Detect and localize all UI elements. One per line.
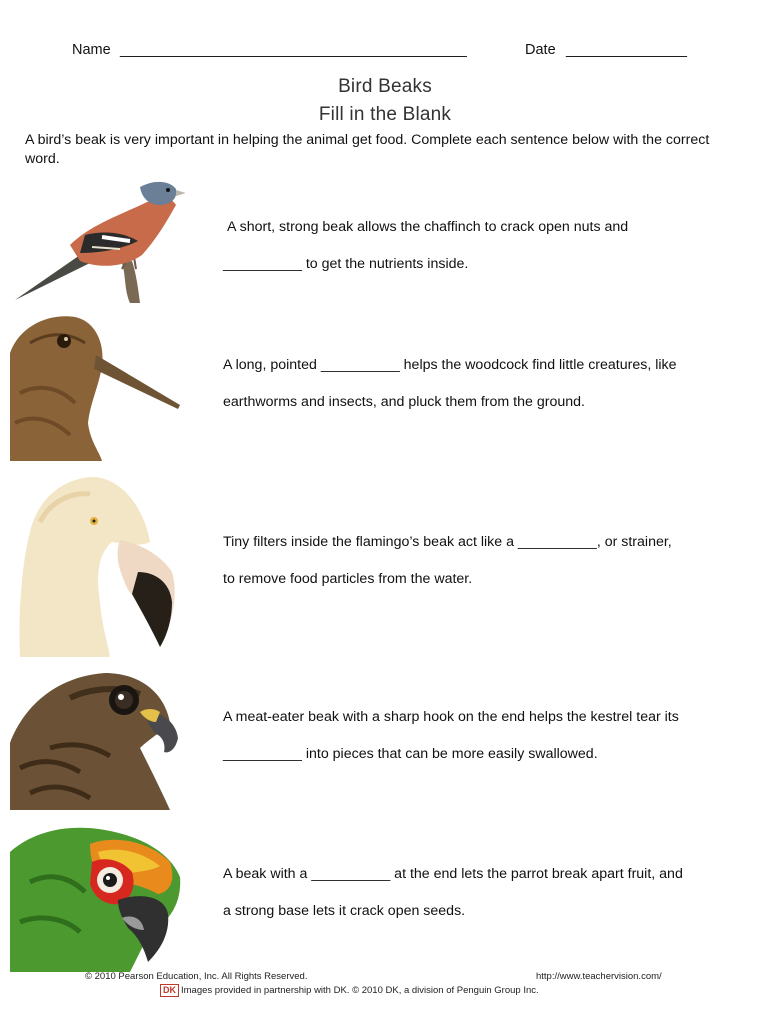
- source-url[interactable]: http://www.teachervision.com/: [536, 971, 662, 982]
- question-1-line-1: A short, strong beak allows the chaffinch to crack open nuts and: [227, 219, 629, 235]
- worksheet-title: Bird Beaks: [338, 76, 432, 97]
- question-5-line-2: a strong base lets it crack open seeds.: [223, 903, 466, 919]
- question-5-line-1: A beak with a __________ at the end lets the parrot break apart fruit, and: [223, 866, 683, 882]
- woodcock-icon: [10, 313, 185, 461]
- chaffinch-icon: [10, 175, 185, 305]
- credit-line: [160, 984, 539, 997]
- name-label: Name: [72, 42, 111, 58]
- instructions: A bird’s beak is very important in helping the animal get food. Complete each sentence below with the correct word.: [25, 132, 710, 167]
- question-4-line-1: A meat-eater beak with a sharp hook on the end helps the kestrel tear its: [223, 709, 679, 725]
- question-4-line-2: __________ into pieces that can be more easily swallowed.: [223, 746, 598, 762]
- name-blank[interactable]: ___________________________________________: [120, 42, 467, 58]
- dk-logo: DK: [160, 984, 179, 997]
- question-1-line-2: __________ to get the nutrients inside.: [223, 256, 469, 272]
- date-blank[interactable]: _______________: [566, 42, 687, 58]
- kestrel-icon: [10, 668, 185, 810]
- flamingo-icon: [10, 472, 185, 657]
- question-2-line-1: A long, pointed __________ helps the woodcock find little creatures, like: [223, 357, 677, 373]
- credit-text: Images provided in partnership with DK. © 2010 DK, a division of Penguin Group Inc.: [181, 985, 539, 996]
- worksheet-subtitle: Fill in the Blank: [318, 104, 452, 125]
- copyright-notice: © 2010 Pearson Education, Inc. All Rights Reserved.: [85, 971, 308, 982]
- question-3-line-2: to remove food particles from the water.: [223, 571, 473, 587]
- question-3-line-1: Tiny filters inside the flamingo’s beak act like a __________, or strainer,: [223, 534, 672, 550]
- parrot-icon: [10, 822, 185, 972]
- question-2-line-2: earthworms and insects, and pluck them from the ground.: [223, 394, 585, 410]
- date-label: Date: [525, 42, 556, 58]
